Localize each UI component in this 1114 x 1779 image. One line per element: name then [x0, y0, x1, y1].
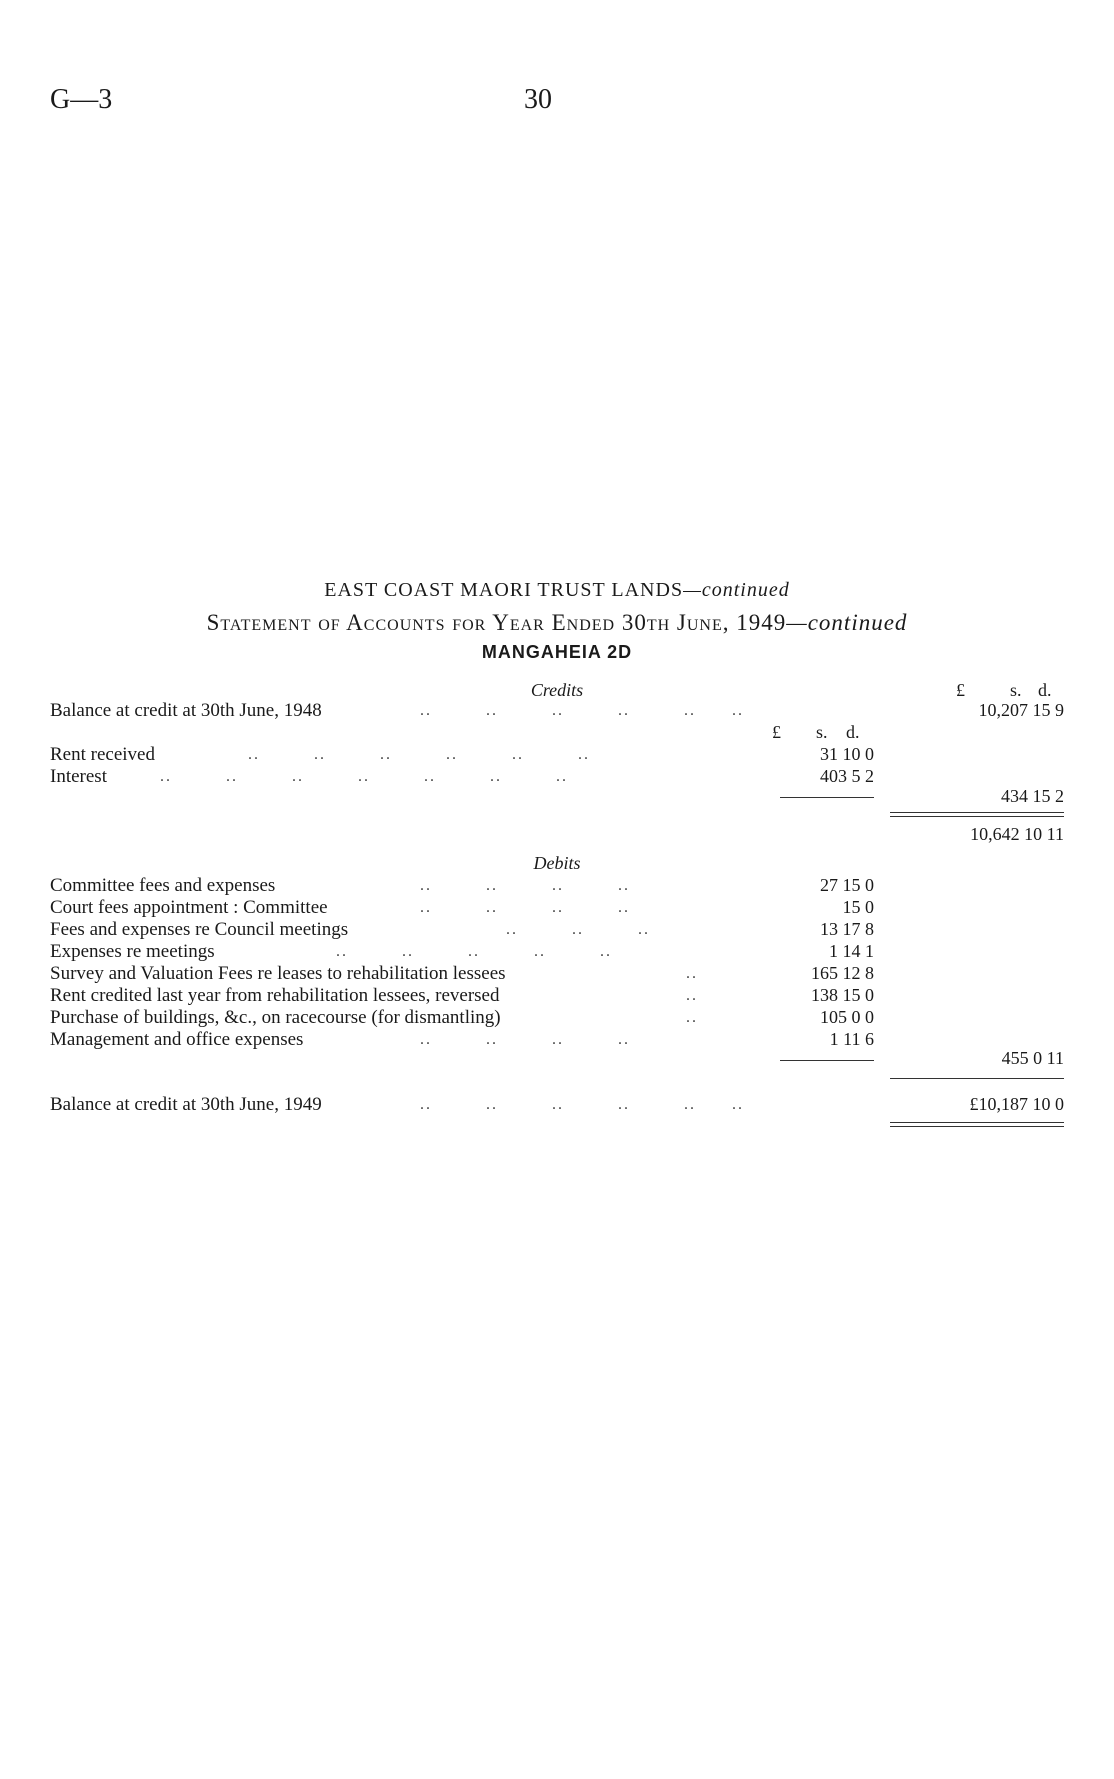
leader-dots: ..: [686, 965, 698, 982]
leader-dots: .. .. ..: [506, 921, 650, 938]
leader-dots: .. .. .. ..: [420, 877, 630, 894]
debit-row-label: Committee fees and expenses: [50, 875, 276, 896]
debit-row-amount: 138 15 0: [811, 985, 874, 1005]
double-rule: [890, 1122, 1064, 1127]
debit-row-label: Purchase of buildings, &c., on racecourse (for dismantling): [50, 1007, 501, 1028]
credit-row-amount: 31 10 0: [820, 744, 874, 764]
report-code: G—3: [50, 84, 113, 115]
debit-row-label: Rent credited last year from rehabilitation lessees, reversed: [50, 985, 500, 1006]
leader-dots: .. .. .. ..: [420, 1031, 630, 1048]
leader-dots: .. .. .. .. .. ..: [248, 746, 590, 763]
debit-row-amount: 1 14 1: [829, 941, 874, 961]
debit-row-label: Expenses re meetings: [50, 941, 215, 962]
closing-balance-amount: £10,187 10 0: [969, 1094, 1064, 1114]
page-number: 30: [524, 84, 552, 115]
inner-shillings-header: s.: [816, 722, 828, 742]
debits-heading: Debits: [533, 853, 581, 873]
outer-shillings-header: s.: [1010, 680, 1022, 700]
outer-rule: [890, 1078, 1064, 1079]
debit-row-amount: 27 15 0: [820, 875, 874, 895]
statement-title-suffix: —continued: [786, 610, 908, 635]
debit-row-label: Fees and expenses re Council meetings: [50, 919, 349, 940]
leader-dots: .. .. .. .. ..: [336, 943, 612, 960]
report-title-suffix: —continued: [683, 579, 790, 601]
leader-dots: .. .. .. .. .. .. ..: [160, 768, 568, 785]
credit-row-amount: 403 5 2: [820, 766, 874, 786]
debit-row-amount: 1 11 6: [829, 1029, 874, 1049]
leader-dots: ..: [686, 1009, 698, 1026]
inner-pounds-header: £: [772, 722, 781, 742]
opening-balance-amount: 10,207 15 9: [978, 700, 1064, 720]
statement-title-main: Statement of Accounts for Year Ended 30th June, 1949: [206, 610, 787, 635]
credits-total: 10,642 10 11: [970, 824, 1064, 844]
debit-row-label: Survey and Valuation Fees re leases to rehabilitation lessees: [50, 963, 506, 984]
debit-row-label: Court fees appointment : Committee: [50, 897, 328, 918]
double-rule: [890, 812, 1064, 817]
inner-pence-header: d.: [846, 722, 860, 742]
leader-dots: ..: [686, 987, 698, 1004]
statement-title: [0, 610, 1114, 636]
credit-row-label: Rent received: [50, 744, 155, 765]
debit-row-amount: 105 0 0: [820, 1007, 874, 1027]
opening-balance-label: Balance at credit at 30th June, 1948: [50, 700, 322, 721]
closing-balance-label: Balance at credit at 30th June, 1949: [50, 1094, 322, 1115]
debit-row-label: Management and office expenses: [50, 1029, 304, 1050]
outer-pounds-header: £: [956, 680, 965, 700]
debit-row-amount: 165 12 8: [811, 963, 874, 983]
report-title-main: EAST COAST MAORI TRUST LANDS: [324, 579, 684, 601]
debit-row-amount: 15 0: [842, 897, 874, 917]
block-title: MANGAHEIA 2D: [481, 642, 633, 662]
outer-pence-header: d.: [1038, 680, 1052, 700]
inner-rule: [780, 797, 874, 798]
report-title: [0, 579, 1114, 602]
leader-dots: .. .. .. .. .. ..: [420, 702, 744, 719]
credit-row-label: Interest: [50, 766, 107, 787]
credits-subtotal: 434 15 2: [1001, 786, 1064, 806]
debit-row-amount: 13 17 8: [820, 919, 874, 939]
debits-subtotal: 455 0 11: [1001, 1048, 1064, 1068]
inner-rule: [780, 1060, 874, 1061]
leader-dots: .. .. .. ..: [420, 899, 630, 916]
leader-dots: .. .. .. .. .. ..: [420, 1096, 744, 1113]
credits-heading: Credits: [530, 680, 584, 700]
